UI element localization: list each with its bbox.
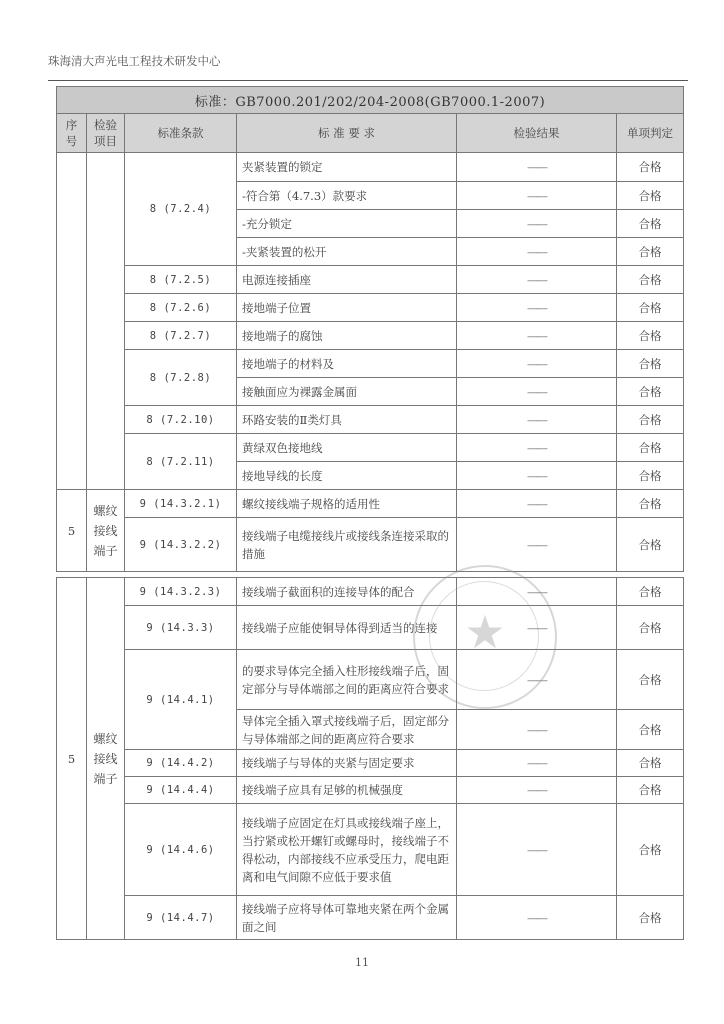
requirement-cell: 接线端子应将导体可靠地夹紧在两个金属面之间 bbox=[237, 896, 457, 940]
clause-cell: 9 (14.3.3) bbox=[125, 606, 237, 650]
result-cell: —— bbox=[457, 777, 617, 804]
requirement-cell: 接地导线的长度 bbox=[237, 462, 457, 490]
requirement-cell: 接触面应为裸露金属面 bbox=[237, 378, 457, 406]
star-icon: ★ bbox=[464, 605, 506, 659]
verdict-cell: 合格 bbox=[617, 294, 684, 322]
page-number: 11 bbox=[355, 956, 369, 969]
row-item-cell: 螺纹接线端子 bbox=[87, 490, 125, 572]
table-row bbox=[57, 490, 684, 518]
table-row bbox=[57, 406, 684, 434]
result-cell: —— bbox=[457, 294, 617, 322]
requirement-cell: 环路安装的Ⅱ类灯具 bbox=[237, 406, 457, 434]
verdict-cell: 合格 bbox=[617, 378, 684, 406]
table-row bbox=[57, 606, 684, 650]
col-header-requirement: 标 准 要 求 bbox=[237, 114, 457, 153]
requirement-cell: 电源连接插座 bbox=[237, 266, 457, 294]
requirement-cell: 导体完全插入罩式接线端子后，固定部分与导体端部之间的距离应符合要求 bbox=[237, 710, 457, 750]
verdict-cell: 合格 bbox=[617, 350, 684, 378]
verdict-cell: 合格 bbox=[617, 322, 684, 350]
requirement-cell: 接线端子应固定在灯具或接线端子座上，当拧紧或松开螺钉或螺母时，接线端子不得松动，内部接线不应承受压力，爬电距离和电气间隙不应低于要求值 bbox=[237, 804, 457, 896]
requirement-cell: 接线端子与导体的夹紧与固定要求 bbox=[237, 750, 457, 777]
requirement-cell: -夹紧装置的松开 bbox=[237, 238, 457, 266]
verdict-cell: 合格 bbox=[617, 650, 684, 710]
table-row bbox=[57, 896, 684, 940]
clause-cell: 9 (14.4.6) bbox=[125, 804, 237, 896]
col-header-verdict: 单项判定 bbox=[617, 114, 684, 153]
result-cell: —— bbox=[457, 350, 617, 378]
verdict-cell: 合格 bbox=[617, 490, 684, 518]
result-cell: —— bbox=[457, 378, 617, 406]
requirement-cell: 接线端子截面积的连接导体的配合 bbox=[237, 578, 457, 606]
requirement-cell: 接地端子的腐蚀 bbox=[237, 322, 457, 350]
table-row bbox=[57, 294, 684, 322]
verdict-cell: 合格 bbox=[617, 750, 684, 777]
requirement-cell: 接地端子的材料及 bbox=[237, 350, 457, 378]
verdict-cell: 合格 bbox=[617, 777, 684, 804]
row-item-cell bbox=[87, 153, 125, 490]
result-cell: —— bbox=[457, 266, 617, 294]
organization-header: 珠海清大声光电工程技术研发中心 bbox=[48, 54, 221, 68]
result-cell: —— bbox=[457, 578, 617, 606]
result-cell: —— bbox=[457, 322, 617, 350]
result-cell: —— bbox=[457, 710, 617, 750]
requirement-cell: 接线端子电缆接线片或接线条连接采取的措施 bbox=[237, 518, 457, 572]
requirement-cell: 接线端子应具有足够的机械强度 bbox=[237, 777, 457, 804]
requirement-cell: 的要求导体完全插入柱形接线端子后，固定部分与导体端部之间的距离应符合要求 bbox=[237, 650, 457, 710]
clause-cell: 8 (7.2.5) bbox=[125, 266, 237, 294]
clause-cell: 8 (7.2.8) bbox=[125, 350, 237, 406]
result-cell: —— bbox=[457, 518, 617, 572]
clause-cell: 8 (7.2.6) bbox=[125, 294, 237, 322]
verdict-cell: 合格 bbox=[617, 606, 684, 650]
table-row bbox=[57, 804, 684, 896]
table-row bbox=[57, 578, 684, 606]
table-row bbox=[57, 650, 684, 710]
row-no-cell: 5 bbox=[57, 578, 87, 940]
table-row bbox=[57, 518, 684, 572]
result-cell: —— bbox=[457, 462, 617, 490]
table-row bbox=[57, 750, 684, 777]
verdict-cell: 合格 bbox=[617, 434, 684, 462]
table-row bbox=[57, 153, 684, 182]
requirement-cell: 黄绿双色接地线 bbox=[237, 434, 457, 462]
result-cell: —— bbox=[457, 210, 617, 238]
col-header-item: 检验项目 bbox=[87, 114, 125, 153]
verdict-cell: 合格 bbox=[617, 266, 684, 294]
table-row bbox=[57, 350, 684, 378]
row-no-cell: 5 bbox=[57, 490, 87, 572]
result-cell: —— bbox=[457, 182, 617, 210]
clause-cell: 9 (14.4.4) bbox=[125, 777, 237, 804]
requirement-cell: -符合第（4.7.3）款要求 bbox=[237, 182, 457, 210]
result-cell: —— bbox=[457, 896, 617, 940]
clause-cell: 8 (7.2.4) bbox=[125, 153, 237, 266]
header-rule bbox=[48, 80, 688, 81]
clause-cell: 9 (14.3.2.2) bbox=[125, 518, 237, 572]
row-no-cell bbox=[57, 153, 87, 490]
result-cell: —— bbox=[457, 153, 617, 182]
clause-cell: 8 (7.2.11) bbox=[125, 434, 237, 490]
clause-cell: 9 (14.3.2.3) bbox=[125, 578, 237, 606]
table-row bbox=[57, 434, 684, 462]
table-row bbox=[57, 777, 684, 804]
requirement-cell: -充分锁定 bbox=[237, 210, 457, 238]
clause-cell: 9 (14.4.1) bbox=[125, 650, 237, 750]
table-row bbox=[57, 266, 684, 294]
result-cell: —— bbox=[457, 238, 617, 266]
verdict-cell: 合格 bbox=[617, 210, 684, 238]
col-header-no: 序号 bbox=[57, 114, 87, 153]
table-row bbox=[57, 322, 684, 350]
verdict-cell: 合格 bbox=[617, 238, 684, 266]
col-header-result: 检验结果 bbox=[457, 114, 617, 153]
result-cell: —— bbox=[457, 406, 617, 434]
clause-cell: 8 (7.2.10) bbox=[125, 406, 237, 434]
row-item-cell: 螺纹接线端子 bbox=[87, 578, 125, 940]
requirement-cell: 螺纹接线端子规格的适用性 bbox=[237, 490, 457, 518]
result-cell: —— bbox=[457, 650, 617, 710]
column-header-row bbox=[57, 114, 684, 153]
verdict-cell: 合格 bbox=[617, 896, 684, 940]
standard-title: 标准：GB7000.201/202/204-2008(GB7000.1-2007) bbox=[57, 87, 684, 114]
col-header-clause: 标准条款 bbox=[125, 114, 237, 153]
verdict-cell: 合格 bbox=[617, 462, 684, 490]
clause-cell: 9 (14.4.2) bbox=[125, 750, 237, 777]
result-cell: —— bbox=[457, 804, 617, 896]
verdict-cell: 合格 bbox=[617, 804, 684, 896]
clause-cell: 9 (14.4.7) bbox=[125, 896, 237, 940]
verdict-cell: 合格 bbox=[617, 578, 684, 606]
verdict-cell: 合格 bbox=[617, 153, 684, 182]
verdict-cell: 合格 bbox=[617, 518, 684, 572]
verdict-cell: 合格 bbox=[617, 182, 684, 210]
verdict-cell: 合格 bbox=[617, 710, 684, 750]
result-cell: —— bbox=[457, 490, 617, 518]
verdict-cell: 合格 bbox=[617, 406, 684, 434]
result-cell: —— bbox=[457, 750, 617, 777]
requirement-cell: 接线端子应能使铜导体得到适当的连接 bbox=[237, 606, 457, 650]
clause-cell: 8 (7.2.7) bbox=[125, 322, 237, 350]
result-cell: —— bbox=[457, 606, 617, 650]
requirement-cell: 夹紧装置的锁定 bbox=[237, 153, 457, 182]
requirement-cell: 接地端子位置 bbox=[237, 294, 457, 322]
result-cell: —— bbox=[457, 434, 617, 462]
clause-cell: 9 (14.3.2.1) bbox=[125, 490, 237, 518]
test-results-table bbox=[56, 86, 684, 940]
